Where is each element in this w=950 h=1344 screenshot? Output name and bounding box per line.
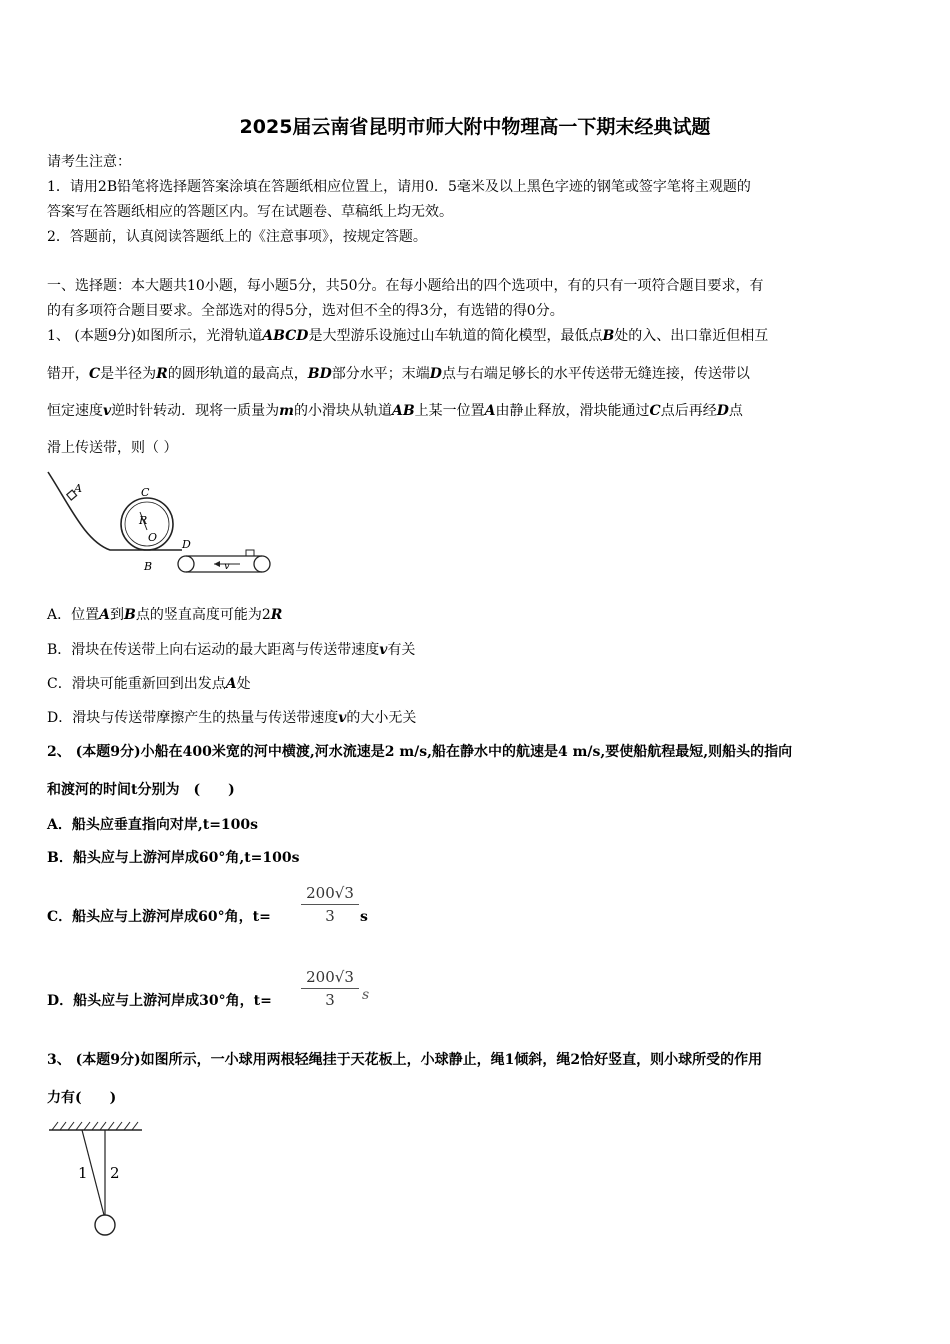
notice-line-1: 1．请用2B铅笔将选择题答案涂填在答题纸相应位置上，请用0．5毫米及以上黑色字迹的钢笔或签字笔将主观题的: [47, 179, 751, 195]
label-A: A: [74, 482, 82, 495]
q2-stem-line-1: 2、 (本题9分)小船在400米宽的河中横渡,河水流速是2 m/s,船在静水中的航速是4 m/s,要使船航程最短,则船头的指向: [47, 744, 793, 760]
q1-option-a: A．位置A到B点的竖直高度可能为2R: [47, 607, 283, 623]
q1-stem-line-2: 错开，C是半径为R的圆形轨道的最高点，BD部分水平；末端D点与右端足够长的水平传送带无缝连接，传送带以: [47, 366, 750, 382]
rope-label-2: 2: [110, 1164, 120, 1182]
fraction-denominator: 3: [325, 907, 335, 925]
notice-heading: 请考生注意：: [47, 154, 131, 170]
section-intro-line-2: 的有多项符合题目要求。全部选对的得5分，选对但不全的得3分，有选错的得0分。: [47, 303, 564, 319]
belt-roller-right: [254, 556, 270, 572]
q3-hanging-ball-figure: [44, 1118, 148, 1242]
q2-option-d: D．船头应与上游河岸成30°角，t=: [47, 993, 272, 1009]
fraction-numerator: 200√3: [301, 968, 359, 989]
page-title: 2025届云南省昆明市师大附中物理高一下期末经典试题: [239, 116, 711, 138]
fraction-denominator: 3: [325, 991, 335, 1009]
q2-option-d-unit: s: [362, 987, 370, 1003]
q2-option-b: B．船头应与上游河岸成60°角,t=100s: [47, 850, 300, 866]
rope-label-1: 1: [78, 1164, 88, 1182]
belt-roller-left: [178, 556, 194, 572]
q3-stem-line-2: 力有( ): [47, 1090, 117, 1106]
notice-line-3: 2．答题前，认真阅读答题纸上的《注意事项》，按规定答题。: [47, 229, 427, 245]
q3-stem-line-1: 3、 (本题9分)如图所示，一小球用两根轻绳挂于天花板上，小球静止，绳1倾斜，绳2恰好竖直，则小球所受的作用: [47, 1052, 763, 1068]
section-intro-line-1: 一、选择题：本大题共10小题，每小题5分，共50分。在每小题给出的四个选项中，有的只有一项符合题目要求，有: [47, 278, 764, 294]
fraction-numerator: 200√3: [301, 884, 359, 905]
q2-option-a: A．船头应垂直指向对岸,t=100s: [47, 817, 259, 833]
q1-option-b: B．滑块在传送带上向右运动的最大距离与传送带速度v有关: [47, 642, 416, 658]
label-R: R: [139, 514, 148, 527]
label-D: D: [182, 538, 191, 551]
q1-option-c: C．滑块可能重新回到出发点A处: [47, 676, 251, 692]
q1-stem-line-1: 1、 (本题9分)如图所示，光滑轨道ABCD是大型游乐设施过山车轨道的简化模型，最低点B处的入、出口靠近但相互: [47, 328, 769, 344]
q2-option-c: C．船头应与上游河岸成60°角，t=: [47, 909, 271, 925]
label-O: O: [148, 531, 158, 544]
q2-option-c-fraction: [301, 884, 359, 925]
notice-line-2: 答案写在答题纸相应的答题区内。写在试题卷、草稿纸上均无效。: [47, 204, 453, 220]
label-B: B: [144, 560, 153, 573]
q2-option-d-fraction: [301, 968, 359, 1009]
q1-track-figure: [40, 466, 280, 581]
q2-stem-line-2: 和渡河的时间t分别为 ( ): [47, 782, 235, 798]
q1-stem-line-4: 滑上传送带，则（ ）: [47, 440, 178, 456]
label-v: v: [224, 561, 230, 572]
belt-block: [246, 550, 254, 556]
ceiling-hatch: [52, 1122, 138, 1130]
q2-option-c-unit: s: [360, 909, 368, 925]
q1-stem-line-3: 恒定速度v逆时针转动．现将一质量为m的小滑块从轨道AB上某一位置A由静止释放，滑块能通过C点后再经D点: [47, 403, 743, 419]
ball: [95, 1215, 115, 1235]
velocity-arrowhead: [214, 561, 220, 567]
q1-option-d: D．滑块与传送带摩擦产生的热量与传送带速度v的大小无关: [47, 710, 417, 726]
track-slope: [48, 472, 182, 550]
label-C: C: [141, 486, 150, 499]
